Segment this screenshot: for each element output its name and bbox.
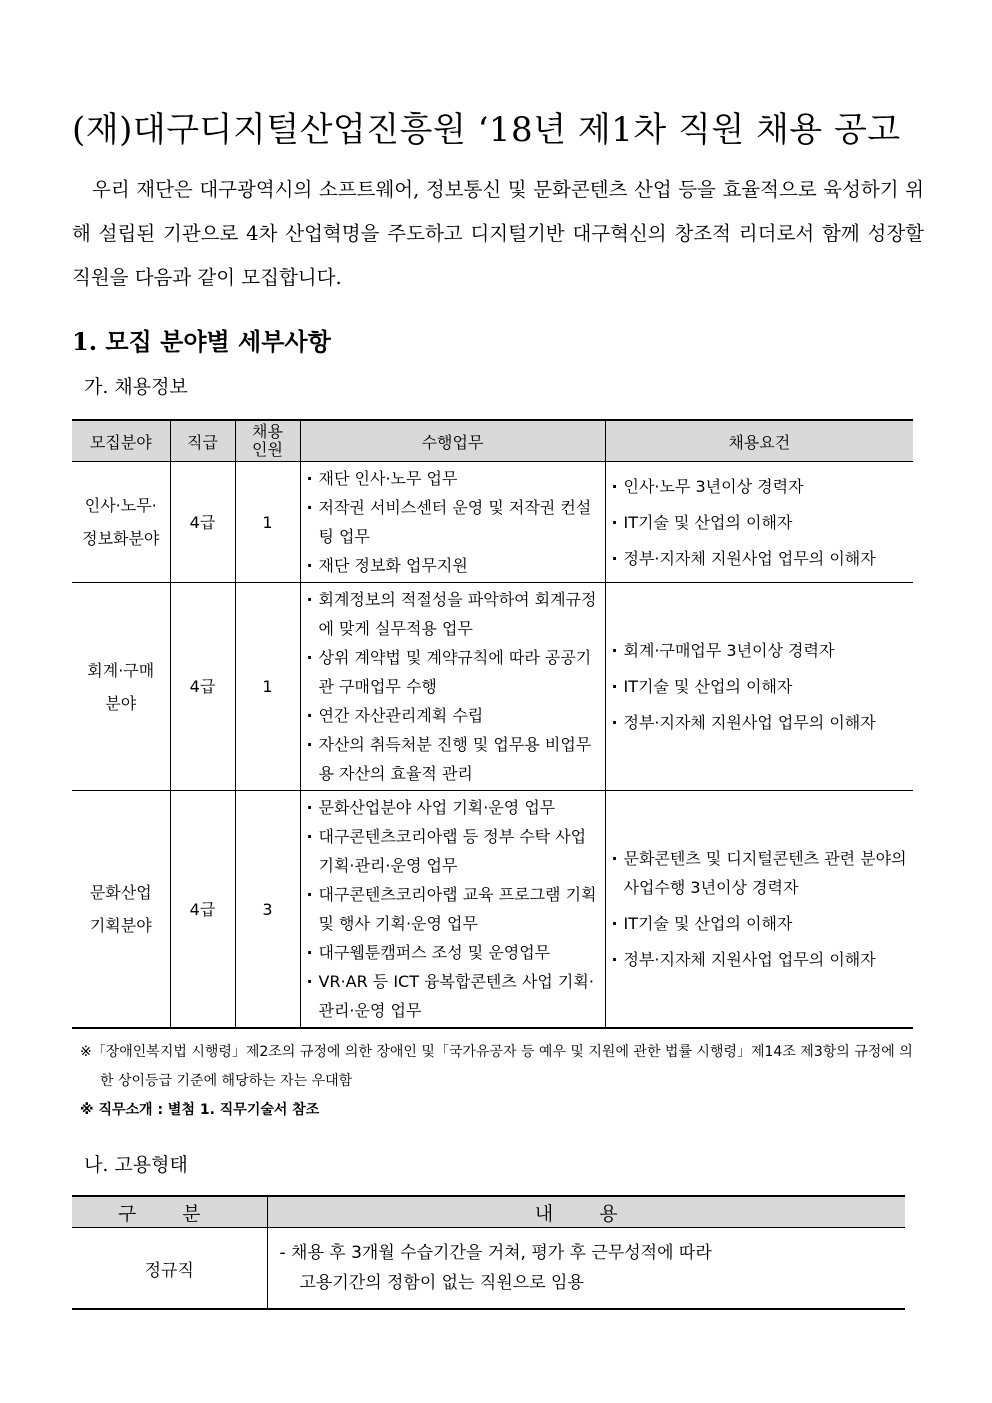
list-item: · 저작권 서비스센터 운영 및 저작권 컨설팅 업무 <box>307 493 601 551</box>
field-cell <box>72 583 170 791</box>
requirements-cell <box>605 791 913 1029</box>
duties-list <box>301 583 605 790</box>
field-line2: 정보화분야 <box>82 529 160 548</box>
list-item: · 연간 자산관리계획 수립 <box>307 701 601 730</box>
recruitment-table <box>72 419 913 1029</box>
list-item: · 상위 계약법 및 계약규칙에 따라 공공기관 구매업무 수행 <box>307 643 601 701</box>
subsection-a-heading: 가. 채용정보 <box>84 376 188 398</box>
header-headcount <box>235 420 300 462</box>
header-headcount-line2: 인원 <box>252 440 283 459</box>
field-line2: 분야 <box>105 693 137 713</box>
table-row <box>72 791 913 1029</box>
subsection-b-heading: 나. 고용형태 <box>84 1154 188 1176</box>
header-headcount-line1: 채용 <box>252 422 283 441</box>
list-item: · 문화산업분야 사업 기획·운영 업무 <box>307 793 601 822</box>
duties-list <box>301 791 605 1027</box>
list-item: · VR·AR 등 ICT 융복합콘텐츠 사업 기획·관리·운영 업무 <box>307 967 601 1025</box>
table-header-row <box>72 1196 905 1228</box>
list-item: · 재단 인사·노무 업무 <box>307 464 601 493</box>
notes <box>80 1038 924 1125</box>
list-item: · 정부·지자체 지원사업 업무의 이해자 <box>612 708 910 737</box>
field-line1: 회계·구매 <box>87 660 155 680</box>
headcount-cell: 1 <box>235 583 300 791</box>
table-row <box>72 583 913 791</box>
header-grade: 직급 <box>170 420 235 462</box>
section-1-heading: 1. 모집 분야별 세부사항 <box>72 327 331 356</box>
list-item: · 자산의 취득처분 진행 및 업무용 비업무용 자산의 효율적 관리 <box>307 730 601 788</box>
list-item: · 대구웹툰캠퍼스 조성 및 운영업무 <box>307 938 601 967</box>
requirements-list <box>606 636 914 737</box>
grade-cell: 4급 <box>170 791 235 1029</box>
field-cell <box>72 791 170 1029</box>
list-item: · 대구콘텐츠코리아랩 교육 프로그램 기획 및 행사 기획·운영 업무 <box>307 880 601 938</box>
content-line1: - 채용 후 3개월 수습기간을 거쳐, 평가 후 근무성적에 따라 <box>279 1243 712 1263</box>
header-field: 모집분야 <box>72 420 170 462</box>
list-item: · IT기술 및 산업의 이해자 <box>612 508 910 537</box>
requirements-list <box>606 472 914 573</box>
field-line1: 인사·노무· <box>84 496 157 515</box>
table-row <box>72 462 913 583</box>
list-item: · 정부·지자체 지원사업 업무의 이해자 <box>612 945 910 974</box>
header-content: 내 용 <box>267 1196 905 1228</box>
requirements-list <box>606 844 914 974</box>
list-item: · 정부·지자체 지원사업 업무의 이해자 <box>612 544 910 573</box>
intro-paragraph <box>72 168 924 300</box>
page-title: (재)대구디지털산업진흥원 ‘18년 제1차 직원 채용 공고 <box>72 110 901 150</box>
grade-cell: 4급 <box>170 462 235 583</box>
table-row <box>72 1228 905 1310</box>
requirements-cell <box>605 462 913 583</box>
list-item: · 문화콘텐츠 및 디지털콘텐츠 관련 분야의 사업수행 3년이상 경력자 <box>612 844 910 902</box>
duties-cell <box>300 583 605 791</box>
grade-cell: 4급 <box>170 583 235 791</box>
field-line2: 기획분야 <box>89 916 152 935</box>
field-line1: 문화산업 <box>89 883 152 902</box>
duties-list <box>301 462 605 582</box>
table-header-row <box>72 420 913 462</box>
list-item: · 회계·구매업무 3년이상 경력자 <box>612 636 910 665</box>
list-item: · 회계정보의 적절성을 파악하여 회계규정에 맞게 실무적용 업무 <box>307 585 601 643</box>
list-item: · 재단 정보화 업무지원 <box>307 551 601 580</box>
field-cell <box>72 462 170 583</box>
employment-content-cell <box>267 1228 905 1310</box>
content-line2: 고용기간의 정함이 없는 직원으로 임용 <box>299 1273 584 1293</box>
note-preference: ※「장애인복지법 시행령」제2조의 규정에 의한 장애인 및「국가유공자 등 예우 및 지원에 관한 법률 시행령」제14조 제3항의 규정에 의한 상이등급 기준에 해당하는 자는 우대함 <box>80 1044 913 1089</box>
headcount-cell: 3 <box>235 791 300 1029</box>
header-category: 구 분 <box>72 1196 267 1228</box>
requirements-cell <box>605 583 913 791</box>
duties-cell <box>300 791 605 1029</box>
list-item: · IT기술 및 산업의 이해자 <box>612 672 910 701</box>
list-item: · 대구콘텐츠코리아랩 등 정부 수탁 사업 기획·관리·운영 업무 <box>307 822 601 880</box>
intro-text: 우리 재단은 대구광역시의 소프트웨어, 정보통신 및 문화콘텐츠 산업 등을 효율적으로 육성하기 위해 설립된 기관으로 4차 산업혁명을 주도하고 디지털기반 대구혁신의 창조적 리더로서 함께 성장할 직원을 다음과 같이 모집합니다. <box>72 178 924 289</box>
employment-type-table <box>72 1195 905 1310</box>
list-item: · 인사·노무 3년이상 경력자 <box>612 472 910 501</box>
note-job-description: ※ 직무소개 : 별첨 1. 직무기술서 참조 <box>80 1102 320 1118</box>
duties-cell <box>300 462 605 583</box>
header-duties: 수행업무 <box>300 420 605 462</box>
headcount-cell: 1 <box>235 462 300 583</box>
list-item: · IT기술 및 산업의 이해자 <box>612 909 910 938</box>
header-requirements: 채용요건 <box>605 420 913 462</box>
employment-type-cell: 정규직 <box>72 1228 267 1310</box>
